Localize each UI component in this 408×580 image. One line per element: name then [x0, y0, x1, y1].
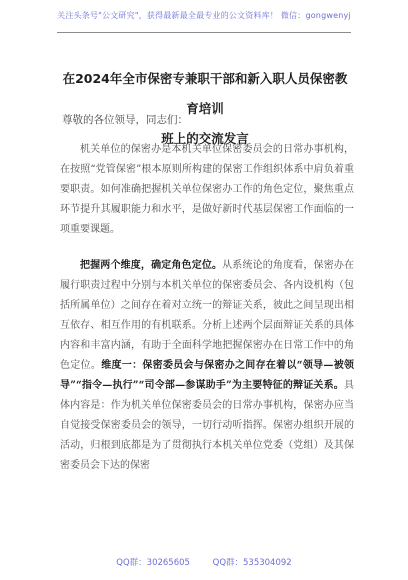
title-line-2: 班上的交流发言 [161, 131, 249, 146]
header-divider [57, 32, 351, 33]
footer-qq-group-2: QQ群：535304092 [212, 558, 292, 568]
paragraph-2-text-1: 从系统论的角度看，保密办在履行职责过程中分别与本机关单位的保密委员会、各内设机构（包括所属单位）之间存在着对立统一的辩证关系，彼此之间呈现出相互依存、相互作用的有机联系。分析上述两个层面辩证关系的具体内容和丰富内涵，有助于全面科学地把握保密办在日常工作中的角色定位。 [60, 260, 355, 371]
paragraph-2-heading: 把握两个维度，确定角色定位。 [80, 260, 223, 271]
header-banner: 关注头条号"公文研究"，获得最新最全最专业的公文资料库！ 微信：gongwenyj [57, 11, 351, 20]
title-line-1: 在2024年全市保密专兼职干部和新入职人员保密教育培训 [62, 71, 348, 116]
salutation: 尊敬的各位领导，同志们： [62, 114, 188, 126]
paragraph-1: 机关单位的保密办是本机关单位保密委员会的日常办事机构，在按照“党管保密”根本原则所构建的保密工作组织体系中肩负着重要职责。如何准确把握机关单位保密办工作的角色定位，聚焦重点环节提升其履职能力和水平，是做好新时代基层保密工作面临的一项重要课题。 [60, 144, 354, 235]
paragraph-2-text-2: 具体内容是：作为机关单位保密委员会的日常办事机构，保密办应当自觉接受保密委员会的领导，一切行动听指挥。保密办组织开展的活动，归根到底都是为了贯彻执行本机关单位党委（党组）及其保密委员会下达的保密 [60, 380, 354, 471]
footer [0, 556, 408, 568]
paragraph-2 [60, 256, 354, 476]
paragraph-2-dimension-heading: 维度一：保密委员会与保密办之间存在着以“领导—被领导”“指令—执行”“司令部—参谋助手”为主要特征的辩证关系。 [60, 360, 354, 391]
footer-qq-group-1: QQ群：30265605 [116, 558, 190, 568]
